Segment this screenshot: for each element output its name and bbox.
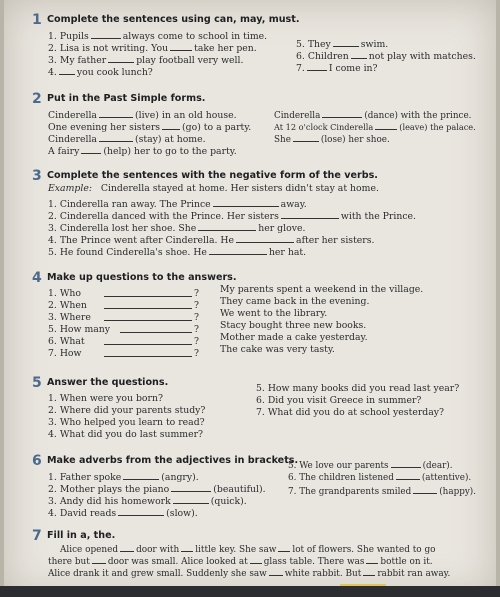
- exercise-title: Make adverbs from the adjectives in brackets.: [47, 455, 299, 466]
- exercise-title: Answer the questions.: [47, 377, 169, 388]
- sentence: 2. Mother plays the piano (beautiful).: [48, 484, 266, 495]
- sentence: 1. Pupils always come to school in time.: [48, 31, 268, 42]
- question-line: 2. When ?: [48, 300, 199, 311]
- exercise-number: 2: [32, 91, 42, 107]
- sentence: 4. David reads (slow).: [48, 508, 198, 519]
- exercise-title: Put in the Past Simple forms.: [47, 93, 206, 104]
- text-line: Alice drank it and grew small. Suddenly she saw white rabbit. But rabbit ran away.: [48, 569, 451, 579]
- exercise-title: Make up questions to the answers.: [47, 272, 237, 283]
- sentence: 4. you cook lunch?: [48, 67, 153, 78]
- sentence: 6. The children listened (attentive).: [288, 473, 472, 483]
- sentence: One evening her sisters (go) to a party.: [48, 122, 252, 133]
- sentence: 4. The Prince went after Cinderella. He after her sisters.: [48, 235, 375, 246]
- exercise-title: Fill in a, the.: [47, 530, 116, 541]
- sentence: 2. Cinderella danced with the Prince. Her sisters with the Prince.: [48, 211, 417, 222]
- text-line: there but door was small. Alice looked at glass table. There was bottle on it.: [48, 557, 433, 567]
- sentence: 3. Andy did his homework (quick).: [48, 496, 247, 507]
- sentence: 5. They swim.: [296, 39, 389, 50]
- exercise-title: Complete the sentences using can, may, must.: [47, 14, 300, 25]
- question: 2. Where did your parents study?: [48, 405, 206, 416]
- answer: Mother made a cake yesterday.: [220, 332, 368, 343]
- sentence: 5. He found Cinderella's shoe. He her hat.: [48, 247, 307, 258]
- question: 5. How many books did you read last year?: [256, 383, 460, 394]
- sentence: 5. We love our parents (dear).: [288, 461, 453, 471]
- text-line: Alice opened door with little key. She saw lot of flowers. She wanted to go: [60, 545, 436, 555]
- question: 7. What did you do at school yesterday?: [256, 407, 444, 418]
- sentence: Cinderella (stay) at home.: [48, 134, 206, 145]
- exercise-number: 1: [32, 12, 42, 28]
- question-line: 3. Where ?: [48, 312, 199, 323]
- sentence: 3. Cinderella lost her shoe. She her glove.: [48, 223, 306, 234]
- exercise-number: 3: [32, 168, 42, 184]
- answer: The cake was very tasty.: [220, 344, 335, 355]
- question: 4. What did you do last summer?: [48, 429, 204, 440]
- question-line: 1. Who ?: [48, 288, 199, 299]
- question: 1. When were you born?: [48, 393, 163, 404]
- sentence: She (lose) her shoe.: [274, 135, 390, 145]
- sentence: 7. The grandparents smiled (happy).: [288, 487, 477, 497]
- sentence: 3. My father play football very well.: [48, 55, 244, 66]
- sentence: At 12 o'clock Cinderella (leave) the palace.: [274, 122, 476, 132]
- exercise-title: Complete the sentences with the negative form of the verbs.: [47, 170, 378, 181]
- exercise-number: 6: [32, 453, 42, 469]
- answer: We went to the library.: [220, 308, 328, 319]
- question: 6. Did you visit Greece in summer?: [256, 395, 422, 406]
- background-edge: [0, 586, 500, 597]
- exercise-number: 5: [32, 375, 42, 391]
- question-line: 6. What ?: [48, 336, 199, 347]
- question-line: 5. How many ?: [48, 324, 199, 335]
- exercise-number: 4: [32, 270, 42, 286]
- sentence: A fairy (help) her to go to the party.: [48, 146, 237, 157]
- example: Example: Cinderella stayed at home. Her sisters didn't stay at home.: [48, 183, 379, 194]
- answer: Stacy bought three new books.: [220, 320, 367, 331]
- sentence: 7. I come in?: [296, 63, 378, 74]
- answer: They came back in the evening.: [220, 296, 370, 307]
- question: 3. Who helped you learn to read?: [48, 417, 205, 428]
- sentence: 1. Father spoke (angry).: [48, 472, 199, 483]
- sentence: Cinderella (live) in an old house.: [48, 110, 237, 121]
- sentence: Cinderella (dance) with the prince.: [274, 111, 472, 121]
- sentence: 2. Lisa is not writing. You take her pen.: [48, 43, 257, 54]
- sentence: 1. Cinderella ran away. The Prince away.: [48, 199, 307, 210]
- textbook-page: [4, 0, 496, 597]
- question-line: 7. How ?: [48, 348, 199, 359]
- exercise-number: 7: [32, 528, 42, 544]
- sentence: 6. Children not play with matches.: [296, 51, 476, 62]
- answer: My parents spent a weekend in the village.: [220, 284, 424, 295]
